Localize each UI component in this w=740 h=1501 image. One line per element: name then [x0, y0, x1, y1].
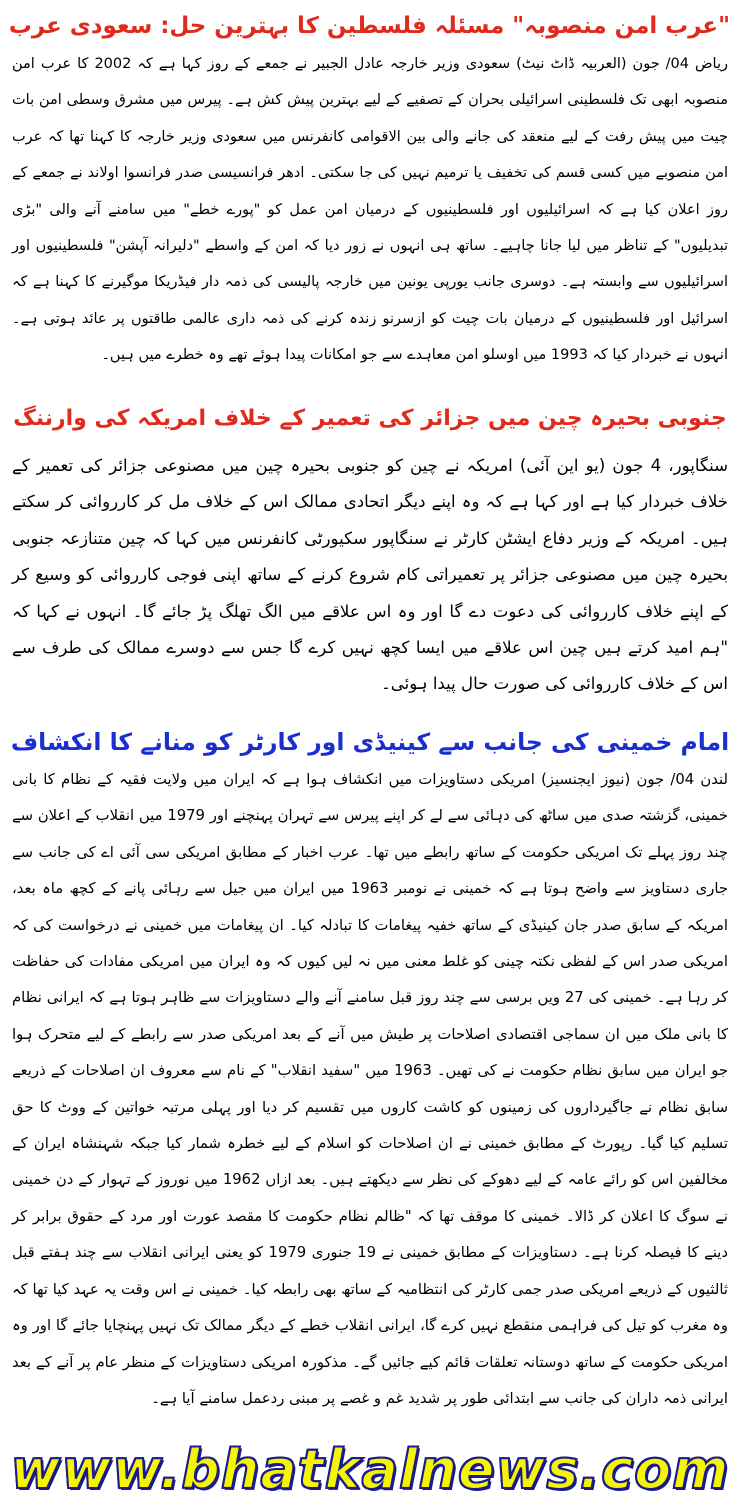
- article-3-headline: امام خمینی کی جانب سے کینیڈی اور کارٹر کو منانے کا انکشاف: [10, 728, 730, 756]
- article-2-headline: جنوبی بحیرہ چین میں جزائر کی تعمیر کے خلاف امریکہ کی وارننگ: [13, 406, 727, 431]
- article-1-body: ریاض 04/ جون (العربیہ ڈاٹ نیٹ) سعودی وزیر خارجہ عادل الجبیر نے جمعے کے روز کہا ہے کہ 2002 کا عرب امن منصوبہ ابھی تک فلسطینی اسرائیلی بحران کے تصفیے کے لیے بہترین پیش کش ہے۔ پیرس میں مشرق وسطی امن بات چیت میں پیش رفت کے لیے منعقد کی جانے والی بین الاقوامی کانفرنس میں سعودی وزیر خارجہ کا کہنا تھا کہ عرب امن منصوبے میں کسی قسم کی تخفیف یا ترمیم نہیں کی جا سکتی۔ ادھر فرانسیسی صدر فرانسوا اولاند نے جمعے کے روز اعلان کیا ہے کہ اسرائیلیوں اور فلسطینیوں کے درمیان امن عمل کو "پورے خطے" میں سامنے آنے والی "بڑی تبدیلیوں" کے تناظر میں لیا جانا چاہیے۔ ساتھ ہی انہوں نے زور دیا کہ امن کے واسطے "دلیرانہ آپشن" فلسطینیوں اور اسرائیلیوں سے وابستہ ہے۔ دوسری جانب یورپی یونین میں خارجہ پالیسی کی ذمہ دار فیڈریکا موگیرنے کا کہنا ہے کہ اسرائیل اور فلسطینیوں کے درمیان بات چیت کو ازسرنو زندہ کرنے کی ذمہ داری عالمی طاقتوں پر عائد ہوتی ہے۔ انہوں نے خبردار کیا کہ 1993 میں اوسلو امن معاہدے سے جو امکانات پیدا ہوئے تھے وہ خطرے میں ہیں۔: [12, 56, 728, 364]
- site-watermark-banner: [0, 1440, 740, 1500]
- article-2-body: سنگاپور، 4 جون (یو این آئی) امریکہ نے چین کو جنوبی بحیرہ چین میں مصنوعی جزائر کی تعمیر کے خلاف خبردار کیا ہے اور کہا ہے کہ وہ اپنے دیگر اتحادی ممالک اس کے خلاف مل کر کارروائی کر سکتے ہیں۔ امریکہ کے وزیر دفاع ایشٹن کارٹر نے سنگاپور سکیورٹی کانفرنس میں کہا کہ چین متنازعہ جنوبی بحیرہ چین میں مصنوعی جزائر پر تعمیراتی کام شروع کرنے کے ساتھ اپنی فوجی کارروائی کو وسیع کر کے اپنے خلاف کارروائی کی دعوت دے گا اور وہ اس علاقے میں الگ تھلگ پڑ جائے گا۔ انہوں نے کہا کہ "ہم امید کرتے ہیں چین اس علاقے میں ایسا کچھ نہیں کرے گا جس سے دوسرے ممالک کی طرف سے اس کے خلاف کارروائی کی صورت حال پیدا ہوئی۔: [12, 456, 728, 694]
- site-url-watermark: www.bhatkalnews.com: [10, 1438, 730, 1501]
- article-1-headline: "عرب امن منصوبہ" مسئلہ فلسطین کا بہترین حل: سعودی عرب: [8, 13, 730, 39]
- article-3-body: لندن 04/ جون (نیوز ایجنسیز) امریکی دستاویزات میں انکشاف ہوا ہے کہ ایران میں ولایت فقیہ کے نظام کا بانی خمینی، گزشتہ صدی میں ساٹھ کی دہائی سے لے کر اپنے پیرس سے تہران پہنچنے اور 1979 میں انقلاب کے اعلان سے چند روز پہلے تک امریکی حکومت کے ساتھ رابطے میں تھا۔ عرب اخبار کے مطابق امریکی سی آئی اے کی جانب سے جاری دستاویز سے واضح ہوتا ہے کہ خمینی نے نومبر 1963 میں ایران میں جیل سے رہائی پانے کے کچھ ماہ بعد، امریکہ کے سابق صدر جان کینیڈی کے ساتھ خفیہ پیغامات کا تبادلہ کیا۔ ان پیغامات میں خمینی نے درخواست کی کہ امریکی صدر اس کے لفظی نکتہ چینی کو غلط معنی میں نہ لیں کیوں کہ وہ ایران میں امریکی مفادات کی حفاظت کر رہا ہے۔ خمینی کی 27 ویں برسی سے چند روز قبل سامنے آنے والے دستاویزات سے ظاہر ہوتا ہے کہ ایرانی نظام کا بانی ملک میں ان سماجی اقتصادی اصلاحات پر طیش میں آنے کے بعد امریکی صدر سے رابطے کے لیے متحرک ہوا جو ایران میں سابق نظام حکومت نے کی تھیں۔ 1963 میں "سفید انقلاب" کے نام سے معروف ان اصلاحات کے ذریعے سابق نظام نے جاگیرداروں کی زمینوں کو کاشت کاروں میں تقسیم کر دیا اور پہلی مرتبہ خواتین کے ووٹ کا حق تسلیم کیا گیا۔ رپورٹ کے مطابق خمینی نے ان اصلاحات کو اسلام کے لیے خطرہ شمار کیا جبکہ شہنشاہ ایران کے مخالفین اس کو رائے عامہ کے لیے دھوکے کی نظر سے دیکھتے ہیں۔ بعد ازاں 1962 میں نوروز کے تہوار کے دن خمینی نے سوگ کا اعلان کر ڈالا۔ خمینی کا موقف تھا کہ "ظالم نظام حکومت کا مقصد عورت اور مرد کے حقوق برابر کر دینے کا فیصلہ کرنا ہے۔ دستاویزات کے مطابق خمینی نے 19 جنوری 1979 کو یعنی ایرانی انقلاب سے چند ہفتے قبل ثالثیوں کے ذریعے امریکی صدر جمی کارٹر کی انتظامیہ کے ساتھ بھی رابطہ کیا۔ خمینی نے اس وقت یہ عہد کیا تھا کہ وہ مغرب کو تیل کی فراہمی منقطع نہیں کرے گا، ایرانی انقلاب خطے کے دیگر ممالک تک نہیں پہنچایا جائے گا اور وہ امریکی حکومت کے ساتھ دوستانہ تعلقات قائم کیے جائیں گے۔ مذکورہ امریکی دستاویزات کے منظر عام پر آنے کے بعد ایرانی ذمہ داران کی جانب سے ابتدائی طور پر شدید غم و غصے پر مبنی ردعمل سامنے آیا ہے۔: [12, 771, 728, 1407]
